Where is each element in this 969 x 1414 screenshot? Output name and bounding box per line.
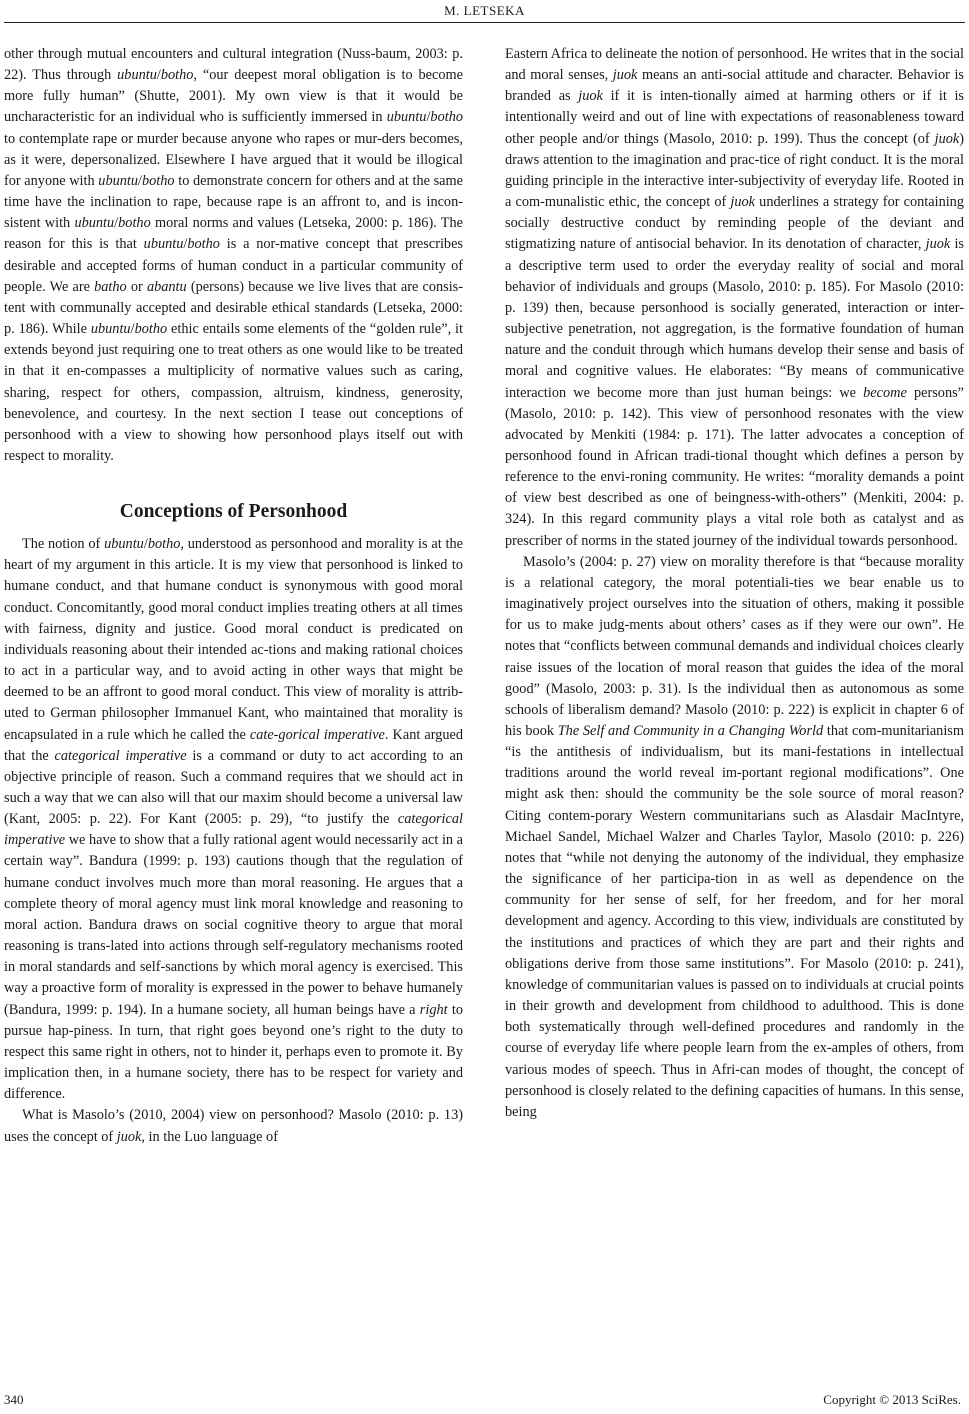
text-run: if it is inten-tionally aimed at harming others or if it is intentionally weird and out of line with expectations of reasonableness toward other people and/or things (Masolo, 2010: p. 199). Thus the concept (of bbox=[505, 88, 964, 147]
copyright-notice: Copyright © 2013 SciRes. bbox=[823, 1392, 961, 1407]
italic-run: botho bbox=[118, 215, 151, 232]
italic-run: right bbox=[419, 1001, 448, 1018]
italic-run: ubuntu bbox=[143, 236, 184, 253]
text-run: means an anti-social attitude and character. Behavior is branded as bbox=[505, 67, 964, 105]
text-run: is a command or duty to act according to an objective principle of reason. Such a command requires that we should act in such a way that we can also will that our maxim should become a universal law (Kant, 2005: p. 22). For Kant (2005: p. 29), “to justify the bbox=[4, 747, 464, 828]
text-run: that com-munitarianism “is the antithesis of individualism, but its mani-festations in intellectual traditions around the world reveal im-portant regional modifications”. One might ask then: should the community be the sole source of moral reason? Citing contem-porary Western communitarians such as Alasdair MacIntyre, Michael Sandel, Michael Walzer and Charles Taylor, Masolo (2010: p. 226) notes that “while not denying the autonomy of the individual, they emphasize the significance of her participa-tion in as well as dependence on the community for her sense of self, for her freedom, and for her moral development and agency. According to this view, individuals are constituted by the institutions and practices of which they are part and their rights and obligations derive from those same institutions”. For Masolo (2010: p. 241), knowledge of communitarian values is passed on to individuals at crucial points in their growth and development from childhood to adulthood. This is done both systematically through well-defined procedures and randomly in the course of everyday life where people learn from the ex-amples of others, from various modes of speech. Thus in Afri-can modes of thought, the concept of personhood is closely related to the defining capacities of humans. In this sense, being bbox=[505, 723, 964, 1120]
italic-run: botho bbox=[160, 67, 194, 84]
italic-run: juok bbox=[730, 194, 756, 211]
text-run: to demonstrate concern for others and at the same time have the inclination to rape, because rape is an affront to, and is incon-sistent with bbox=[4, 172, 463, 232]
text-run: other through mutual encounters and cultural integration (Nuss-baum, 2003: p. 22). Thus through bbox=[4, 46, 463, 84]
left-paragraph-3 bbox=[4, 1105, 463, 1147]
italic-run: juok bbox=[612, 67, 638, 84]
left-paragraph-2 bbox=[4, 534, 463, 1105]
text-run: we have to show that a fully rational agent would necessarily act in a certain way”. Bandura (1999: p. 193) cautions though that the regulation of humane conduct involves much more than moral reasoning. He argues that a complete theory of moral agency must link moral knowledge and reasoning to moral action. Bandura draws on social cognitive theory to argue that moral reasoning is trans-lated into actions through self-regulatory mechanisms rooted in moral standards and self-sanctions by which moral agency is exercised. This way a proactive form of morality is expressed in the power to behave humanely (Bandura, 1999: p. 194). In a humane society, all human beings have a bbox=[4, 832, 463, 1018]
italic-run: botho bbox=[134, 321, 168, 338]
text-run: / bbox=[156, 67, 161, 84]
text-run: Masolo’s (2004: p. 27) view on morality therefore is that “because morality is a relational category, the moral potentiali-ties we bear enable us to imaginatively project ourselves into the situation of others, making it possible for us to make judg-ments about others’ cases as if they were our own”. He notes that “conflicts between communal demands and individual choices clearly raise issues of the location of moral reason that guides the idea of the moral good” (Masolo, 2003: p. 31). Is the individual then as autonomous as some schools of liberalism demand? Masolo (2010: p. 222) is explicit in chapter 6 of his book bbox=[505, 553, 964, 739]
italic-run: ubuntu bbox=[98, 172, 139, 189]
italic-run: botho bbox=[187, 236, 220, 253]
text-run: is a nor-mative concept that prescribes desirable and accepted forms of human conduct in a particular community of people. We are bbox=[4, 236, 463, 295]
text-run: persons” (Masolo, 2010: p. 142). This view of personhood resonates with the view advocated by Menkiti (1984: p. 171). The latter advocates a conception of personhood found in African tradi-tional thought which defines a person by reference to the envi-roning community. He writes: “morality demands a point of view best described as one of beingness-with-others” (Menkiti, 2004: p. 324). In this regard community plays a vital role both as catalyst and as prescriber of norms in the stated journey of the individual towards personhood. bbox=[505, 384, 965, 549]
italic-run: ubuntu bbox=[386, 109, 427, 126]
left-column bbox=[4, 44, 463, 1148]
text-run: underlines a strategy for containing socially destructive conduct by reminding people of the deviant and stigmatizing nature of antisocial behavior. In its denotation of character, bbox=[505, 194, 964, 253]
text-run: or bbox=[126, 278, 147, 295]
text-run: . Kant argued that the bbox=[4, 726, 464, 764]
text-run: (persons) because we live lives that are consis-tent with communally accepted and desirable ethical standards (Letseka, 2000: p. 186). While bbox=[4, 278, 463, 338]
text-run: Eastern Africa to delineate the notion of personhood. He writes that in the social and moral senses, bbox=[505, 46, 964, 84]
italic-run: botho bbox=[430, 109, 463, 126]
italic-run: juok bbox=[116, 1128, 142, 1145]
text-run: ethic entails some elements of the “golden rule”, it extends beyond just requiring one to treat others as one would like to be treated in that it en-compasses a multiplicity of normative values such as caring, sharing, respect for others, compassion, altruism, kindness, generosity, benevolence, and courtesy. In the next section I tease out conceptions of personhood with a view to showing how personhood plays itself out with respect to morality. bbox=[4, 321, 463, 464]
text-run: / bbox=[143, 536, 148, 553]
page-number: 340 bbox=[4, 1392, 24, 1407]
italic-run: abantu bbox=[146, 278, 187, 295]
text-run: to pursue hap-piness. In turn, that right goes beyond one’s right to the duty to respect this same right in others, not to hinder it, perhaps even to promote it. By implication then, in a humane society, there has to be respect for variety and difference. bbox=[4, 1001, 463, 1103]
italic-run: juok bbox=[934, 130, 960, 147]
right-paragraph-1 bbox=[505, 44, 964, 552]
section-heading: Conceptions of Personhood bbox=[119, 501, 348, 523]
italic-run: cate-gorical imperative bbox=[249, 726, 385, 743]
text-run: / bbox=[138, 172, 142, 189]
text-run: The notion of bbox=[22, 536, 105, 553]
text-run: / bbox=[183, 236, 188, 253]
italic-run: botho bbox=[142, 172, 175, 189]
right-column bbox=[505, 44, 964, 1123]
italic-run: categorical imperative bbox=[54, 747, 187, 764]
italic-run: ubuntu bbox=[117, 67, 157, 84]
italic-run: juok bbox=[578, 88, 603, 105]
italic-run: ubuntu bbox=[74, 215, 115, 232]
text-run: is a descriptive term used to order the everyday reality of social and moral behavior of individuals and groups (Masolo, 2010: p. 185). For Masolo (2010: p. 139) then, because personhood is socially generated, interaction or inter-subjective penetration, not aggregation, is the formative foundation of human nature and the conduit through which humans develop their sense and basis of moral and cognitive values. He elaborates: “By means of communicative interaction we become more than just human beings: we bbox=[505, 236, 964, 401]
italic-run: botho bbox=[147, 536, 181, 553]
text-run: What is Masolo’s (2010, 2004) view on personhood? Masolo (2010: p. 13) uses the concept of bbox=[4, 1107, 463, 1145]
right-paragraph-2 bbox=[505, 552, 964, 1123]
text-run: to contemplate rape or murder because anyone who rapes or mur-ders becomes, as it were, depersonalized. Elsewhere I have argued that it would be illogical for anyone with bbox=[4, 130, 463, 189]
text-run: , “our deepest moral obligation is to become more fully human” (Shutte, 2001). My own view is that it would be uncharacteristic for an individual who is sufficiently immersed in bbox=[4, 67, 463, 126]
italic-run: become bbox=[863, 384, 907, 401]
italic-run: juok bbox=[925, 236, 951, 253]
text-run: , understood as personhood and morality is at the heart of my argument in this article. It is my view that personhood is linked to humane conduct, and that humane conduct is synonymous with good moral conduct. Concomitantly, good moral conduct implies treating others at all times with fairness, dignity and justice. Good moral conduct is predicated on individuals reasoning about their intended ac-tions and making rational choices to act in a particular way, and to avoid acting in other ways that might be deemed to be an affront to good moral conduct. This view of morality is attrib-uted to German philosopher Immanuel Kant, who maintained that morality is encapsulated in a rule which he called the bbox=[4, 536, 463, 743]
italic-run: ubuntu bbox=[90, 321, 131, 338]
header-rule bbox=[4, 22, 965, 23]
italic-run: ubuntu bbox=[104, 536, 144, 553]
left-paragraph-1 bbox=[4, 44, 463, 467]
text-run: / bbox=[426, 109, 431, 126]
text-run: moral norms and values (Letseka, 2000: p. 186). The reason for this is that bbox=[4, 215, 463, 253]
italic-run: The Self and Community in a Changing World bbox=[557, 723, 824, 739]
running-head: M. LETSEKA bbox=[444, 3, 525, 18]
text-run: ) draws attention to the imagination and prac-tice of right conduct. It is the moral guiding principle in the interactive inter-subjectivity of everyday life. Rooted in a com-munalistic ethic, the concept of bbox=[505, 130, 964, 211]
italic-run: categorical imperative bbox=[4, 811, 463, 849]
italic-run: batho bbox=[94, 278, 127, 295]
text-run: / bbox=[130, 321, 135, 338]
text-run: / bbox=[114, 215, 119, 232]
text-run: , in the Luo language of bbox=[141, 1128, 278, 1145]
